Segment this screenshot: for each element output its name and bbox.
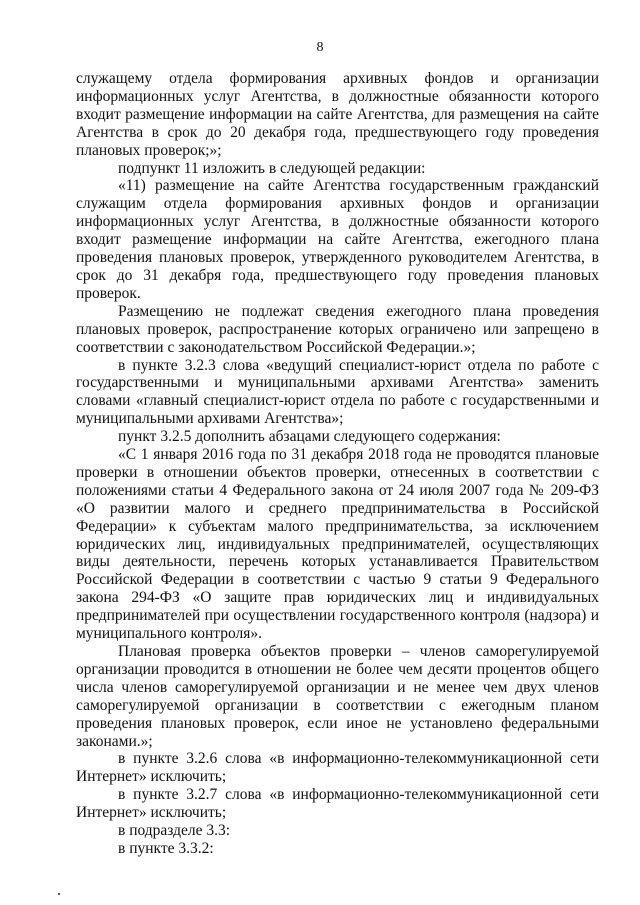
paragraph-continuation: служащему отдела формирования архивных фондов и организации информационных услуг Агентства, в должностные обязанности которого входит размещение информации на сайте Агентства, для размещения на сайте Агентства в срок до 20 декабря года, предшествующего году проведения плановых проверок;»; — [76, 70, 599, 159]
paragraph-subpoint-11-intro: подпункт 11 изложить в следующей редакции: — [118, 159, 426, 177]
paragraph-point-3-2-7: в пункте 3.2.7 слова «в информационно-телекоммуникационной сети Интернет» исключить; — [76, 786, 599, 822]
document-body — [76, 70, 599, 858]
scan-speck — [58, 893, 60, 895]
paragraph-point-3-2-6: в пункте 3.2.6 слова «в информационно-телекоммуникационной сети Интернет» исключить; — [76, 750, 599, 786]
paragraph-sro-inspection: Плановая проверка объектов проверки – членов саморегулируемой организации проводится в отношении не более чем десяти процентов общего числа членов саморегулируемой организации и не менее чем двух членов саморегулируемой организации в соответствии с ежегодным планом проведения плановых проверок, если иное не установлено федеральными законами.»; — [76, 643, 599, 750]
paragraph-point-3-3-2: в пункте 3.3.2: — [118, 839, 214, 857]
paragraph-point-3-2-3: в пункте 3.2.3 слова «ведущий специалист-юрист отдела по работе с государственными и муниципальными архивами Агентства» заменить словами «главный специалист-юрист отдела по работе с государственными и муниципальными архивами Агентства»; — [76, 356, 599, 428]
paragraph-inspection-moratorium: «С 1 января 2016 года по 31 декабря 2018 года не проводятся плановые проверки в отношении объектов проверки, отнесенных в соответствии с положениями статьи 4 Федерального закона от 24 июля 2007 года № 209-ФЗ «О развитии малого и среднего предпринимательства в Российской Федерации» к субъектам малого предпринимательства, за исключением юридических лиц, индивидуальных предпринимателей, осуществляющих виды деятельности, перечень которых устанавливается Правительством Российской Федерации в соответствии с частью 9 статьи 9 Федерального закона 294-ФЗ «О защите прав юридических лиц и индивидуальных предпринимателей при осуществлении государственного контроля (надзора) и муниципального контроля». — [76, 446, 599, 643]
paragraph-point-3-2-5-intro: пункт 3.2.5 дополнить абзацами следующего содержания: — [118, 428, 501, 446]
paragraph-subsection-3-3: в подразделе 3.3: — [118, 822, 231, 840]
paragraph-subpoint-11-text: «11) размещение на сайте Агентства государственным гражданский служащим отдела формирования архивных фондов и организации информационных услуг Агентства, в должностные обязанности которого входит размещение информации на сайте Агентства, ежегодного плана проведения плановых проверок, утвержденного руководителем Агентства, в срок до 31 декабря года, предшествующего году проведения плановых проверок. — [76, 177, 599, 302]
page-number: 8 — [316, 40, 324, 55]
paragraph-publication-restriction: Размещению не подлежат сведения ежегодного плана проведения плановых проверок, распространение которых ограничено или запрещено в соответствии с законодательством Российской Федерации.»; — [76, 302, 599, 356]
